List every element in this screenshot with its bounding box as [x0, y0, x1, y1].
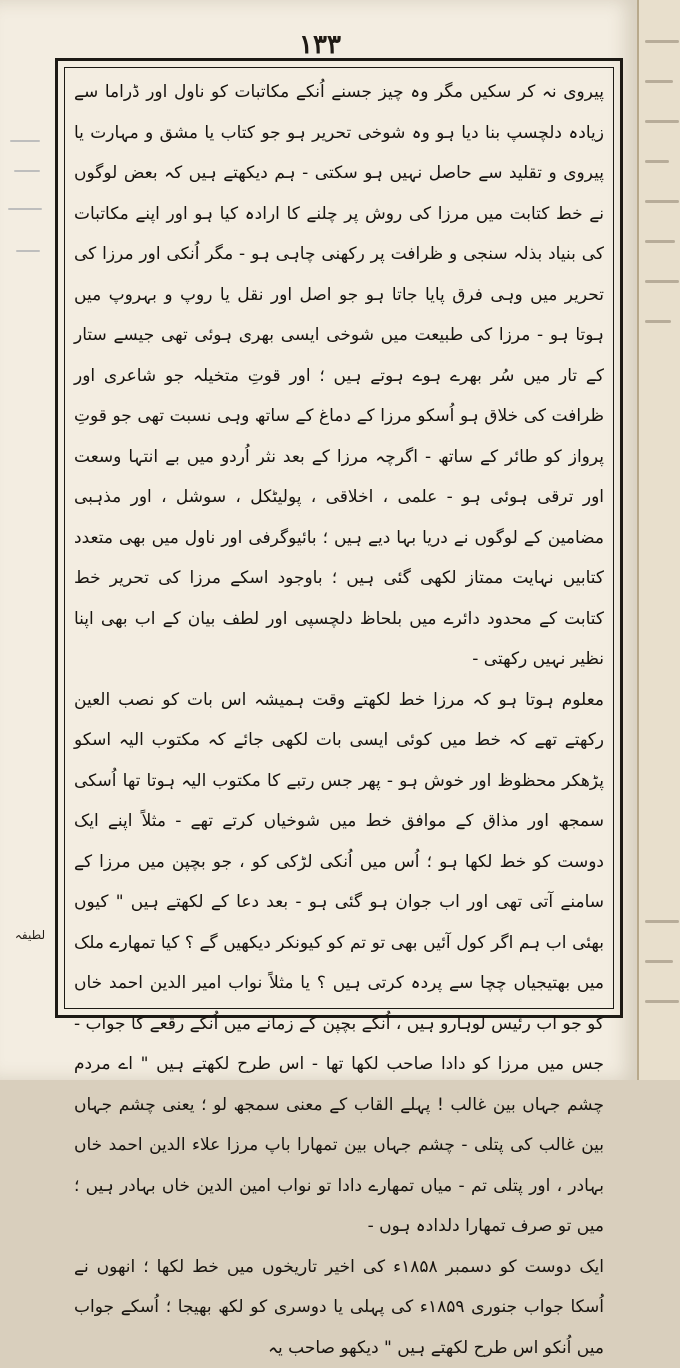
paragraph-3: ایک دوست کو دسمبر ۱۸۵۸ء کی اخیر تاریخوں میں خط لکھا ؛ انھوں نے اُسکا جواب جنوری ۱۸۵۹ء کی پہلی یا دوسری کو لکھ بھیجا ؛ اُسکے جواب میں اُنکو اس طرح لکھتے ہیں " دیکھو صاحب یہ: [74, 1247, 604, 1368]
margin-pencil-annotation: [4, 130, 50, 300]
adjacent-page-edge: [637, 0, 680, 1080]
main-text: [74, 72, 604, 1368]
paragraph-1: پیروی نہ کر سکیں مگر وہ چیز جسنے اُنکے مکاتبات کو ناول اور ڈراما سے زیادہ دلچسپ بنا دیا ہو وہ شوخی تحریر ہو جو کتاب یا مشق و مہارت یا پیروی و تقلید سے حاصل نہیں ہو سکتی - ہم دیکھتے ہیں کہ بعض لوگوں نے خط کتابت میں مرزا کی روش پر چلنے کا ارادہ کیا ہو اور اپنے مکاتبات کی بنیاد بذلہ سنجی و ظرافت پر رکھنی چاہی ہو - مگر اُنکی اور مرزا کی تحریر میں وہی فرق پایا جاتا ہو جو اصل اور نقل یا روپ و بہروپ میں ہوتا ہو - مرزا کی طبیعت میں شوخی ایسی بھری ہوئی تھی جیسے ستار کے تار میں سُر بھرے ہوے ہوتے ہیں ؛ اور قوتِ متخیلہ جو شاعری اور ظرافت کی خلاق ہو اُسکو مرزا کے دماغ کے ساتھ وہی نسبت تھی جو قوتِ پرواز کو طائر کے ساتھ - اگرچہ مرزا کے بعد نثر اُردو میں بے انتہا وسعت اور ترقی ہوئی ہو - علمی ، اخلاقی ، پولیٹکل ، سوشل ، اور مذہبی مضامین کے لوگوں نے دریا بہا دیے ہیں ؛ بائیوگرفی اور ناول میں بھی متعدد کتابیں نہایت ممتاز لکھی گئی ہیں ؛ باوجود اسکے مرزا کی تحریر خط کتابت کے محدود دائرے میں بلحاظ دلچسپی اور لطف بیان کے اب بھی اپنا نظیر نہیں رکھتی -: [74, 72, 604, 680]
paragraph-2: معلوم ہوتا ہو کہ مرزا خط لکھتے وقت ہمیشہ اس بات کو نصب العین رکھتے تھے کہ خط میں کوئی ایسی بات لکھی جائے کہ مکتوب الیہ اسکو پڑھکر محظوظ اور خوش ہو - پھر جس رتبے کا مکتوب الیہ ہوتا تھا اُسکی سمجھ اور مذاق کے موافق خط میں شوخیاں کرتے تھے - مثلاً اپنے ایک دوست کو خط لکھا ہو ؛ اُس میں اُنکی لڑکی کو ، جو بچپن میں مرزا کے سامنے آتی تھی اور اب جوان ہو گئی ہو - بعد دعا کے لکھتے ہیں " کیوں بھئی اب ہم اگر کول آئیں بھی تو تم کو کیونکر دیکھیں گے ؟ کیا تمھارے ملک میں بھتیجیاں چچا سے پردہ کرتی ہیں ؟ یا مثلاً نواب امیر الدین احمد خاں کو جو اب رئیس لوہارو ہیں ، اُنکے بچپن کے زمانے میں اُنکے رقعے کا جواب - جس میں مرزا کو دادا صاحب لکھا تھا - اس طرح لکھتے ہیں " اے مردم چشم جہاں بین غالب ! پہلے القاب کے معنی سمجھ لو ؛ یعنی چشم جہاں بین غالب کی پتلی - چشم جہاں بین تمھارا باپ مرزا علاء الدین احمد خاں بہادر ، اور پتلی تم - میاں تمھارے دادا تو نواب امین الدین خاں بہادر ہیں ؛ میں تو صرف تمھارا دلدادہ ہوں -: [74, 680, 604, 1247]
margin-label: لطیفہ: [10, 928, 50, 942]
page-number: ۱۳۳: [0, 30, 640, 60]
